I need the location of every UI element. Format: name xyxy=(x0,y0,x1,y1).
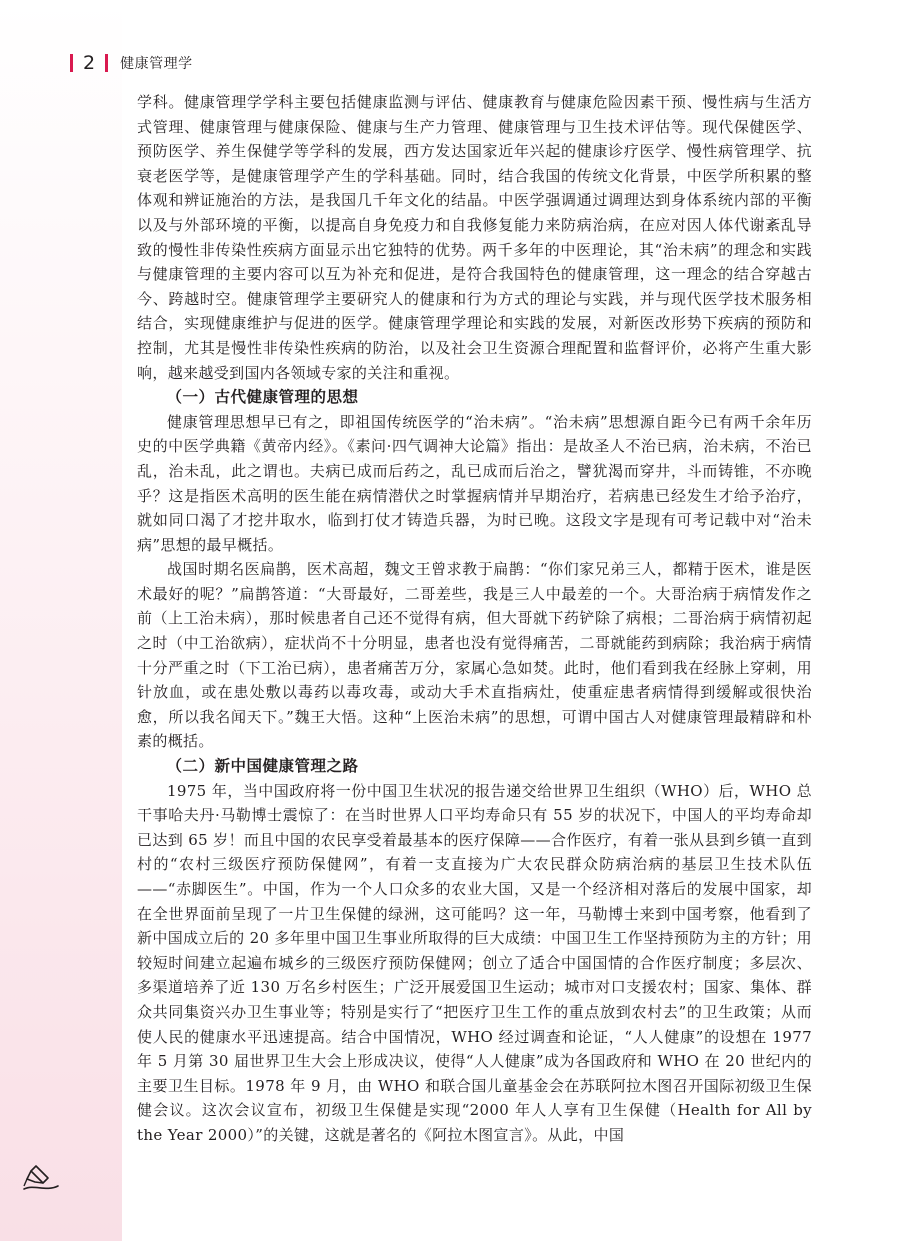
section-heading-ancient: （一）古代健康管理的思想 xyxy=(166,388,359,407)
page-number: 2 xyxy=(83,52,96,74)
pen-icon xyxy=(22,1162,60,1194)
intro-paragraph: 学科。健康管理学学科主要包括健康监测与评估、健康教育与健康危险因素干预、慢性病与生活方式管理、健康管理与健康保险、健康与生产力管理、健康管理与卫生技术评估等。现代保健医学、预防医学、养生保健学等学科的发展，西方发达国家近年兴起的健康诊疗医学、慢性病管理学、抗衰老医学等，是健康管理学产生的学科基础。同时，结合我国的传统文化背景，中医学所积累的整体观和辨证施治的方法，是我国几千年文化的结晶。中医学强调通过调理达到身体系统内部的平衡以及与外部环境的平衡，以提高自身免疫力和自我修复能力来防病治病，在应对因人体代谢紊乱导致的慢性非传染性疾病方面显示出它独特的优势。两千多年的中医理论，其“治未病”的理念和实践与健康管理的主要内容可以互为补充和促进，是符合我国特色的健康管理，这一理念的结合穿越古今、跨越时空。健康管理学主要研究人的健康和行为方式的理论与实践，并与现代医学技术服务相结合，实现健康维护与促进的医学。健康管理学理论和实践的发展，对新医改形势下疾病的预防和控制，尤其是慢性非传染性疾病的防治，以及社会卫生资源合理配置和监督评价，必将产生重大影响，越来越受到国内各领域专家的关注和重视。 xyxy=(137,93,812,382)
header-left-bar xyxy=(70,54,73,72)
section1-paragraph-1: 健康管理思想早已有之，即祖国传统医学的“治未病”。“治未病”思想源自距今已有两千余年历史的中医学典籍《黄帝内经》。《素问·四气调神大论篇》指出：是故圣人不治已病，治未病，不治已乱，治未乱，此之谓也。夫病已成而后药之，乱已成而后治之，譬犹渴而穿井，斗而铸锥，不亦晚乎？这是指医术高明的医生能在病情潜伏之时掌握病情并早期治疗，若病患已经发生才给予治疗，就如同口渴了才挖井取水，临到打仗才铸造兵器，为时已晚。这段文字是现有可考记载中对“治未病”思想的最早概括。 xyxy=(137,412,812,554)
section-heading-new-china: （二）新中国健康管理之路 xyxy=(166,757,359,776)
section1-paragraph-2: 战国时期名医扁鹊，医术高超，魏文王曾求教于扁鹊：“你们家兄弟三人，都精于医术，谁是医术最好的呢？”扁鹊答道：“大哥最好，二哥差些，我是三人中最差的一个。大哥治病于病情发作之前（上工治未病），那时候患者自己还不觉得有病，但大哥就下药铲除了病根；二哥治病于病情初起之时（中工治欲病），症状尚不十分明显，患者也没有觉得痛苦，二哥就能药到病除；我治病于病情十分严重之时（下工治已病），患者痛苦万分，家属心急如焚。此时，他们看到我在经脉上穿刺，用针放血，或在患处敷以毒药以毒攻毒，或动大手术直指病灶，使重症患者病情得到缓解或很快治愈，所以我名闻天下。”魏王大悟。这种“上医治未病”的思想，可谓中国古人对健康管理最精辟和朴素的概括。 xyxy=(137,560,812,751)
page-margin-band xyxy=(0,0,122,1241)
header-right-bar xyxy=(105,54,108,72)
book-title: 健康管理学 xyxy=(120,56,193,72)
section2-paragraph-1: 1975 年，当中国政府将一份中国卫生状况的报告递交给世界卫生组织（WHO）后，WHO 总干事哈夫丹·马勒博士震惊了：在当时世界人口平均寿命只有 55 岁的状况下，中国人的平均寿命却已达到 65 岁！而且中国的农民享受着最基本的医疗保障——合作医疗，有着一张从县到乡镇一直到村的“农村三级医疗预防保健网”，有着一支直接为广大农民群众防病治病的基层卫生技术队伍——“赤脚医生”。中国，作为一个人口众多的农业大国，又是一个经济相对落后的发展中国家，却在全世界面前呈现了一片卫生保健的绿洲，这可能吗？这一年，马勒博士来到中国考察，他看到了新中国成立后的 20 多年里中国卫生事业所取得的巨大成绩：中国卫生工作坚持预防为主的方针；用较短时间建立起遍布城乡的三级医疗预防保健网；创立了适合中国国情的合作医疗制度；多层次、多渠道培养了近 130 万名乡村医生；广泛开展爱国卫生运动；城市对口支援农村；国家、集体、群众共同集资兴办卫生事业等；特别是实行了“把医疗卫生工作的重点放到农村去”的卫生政策；从而使人民的健康水平迅速提高。结合中国情况，WHO 经过调查和论证，“人人健康”的设想在 1977 年 5 月第 30 届世界卫生大会上形成决议，使得“人人健康”成为各国政府和 WHO 在 20 世纪内的主要卫生目标。1978 年 9 月，由 WHO 和联合国儿童基金会在苏联阿拉木图召开国际初级卫生保健会议。这次会议宣布，初级卫生保健是实现“2000 年人人享有卫生保健（Health for All by the Year 2000）”的关键，这就是著名的《阿拉木图宣言》。从此，中国 xyxy=(137,781,812,1144)
running-header xyxy=(70,50,193,76)
page-body xyxy=(137,90,812,1148)
